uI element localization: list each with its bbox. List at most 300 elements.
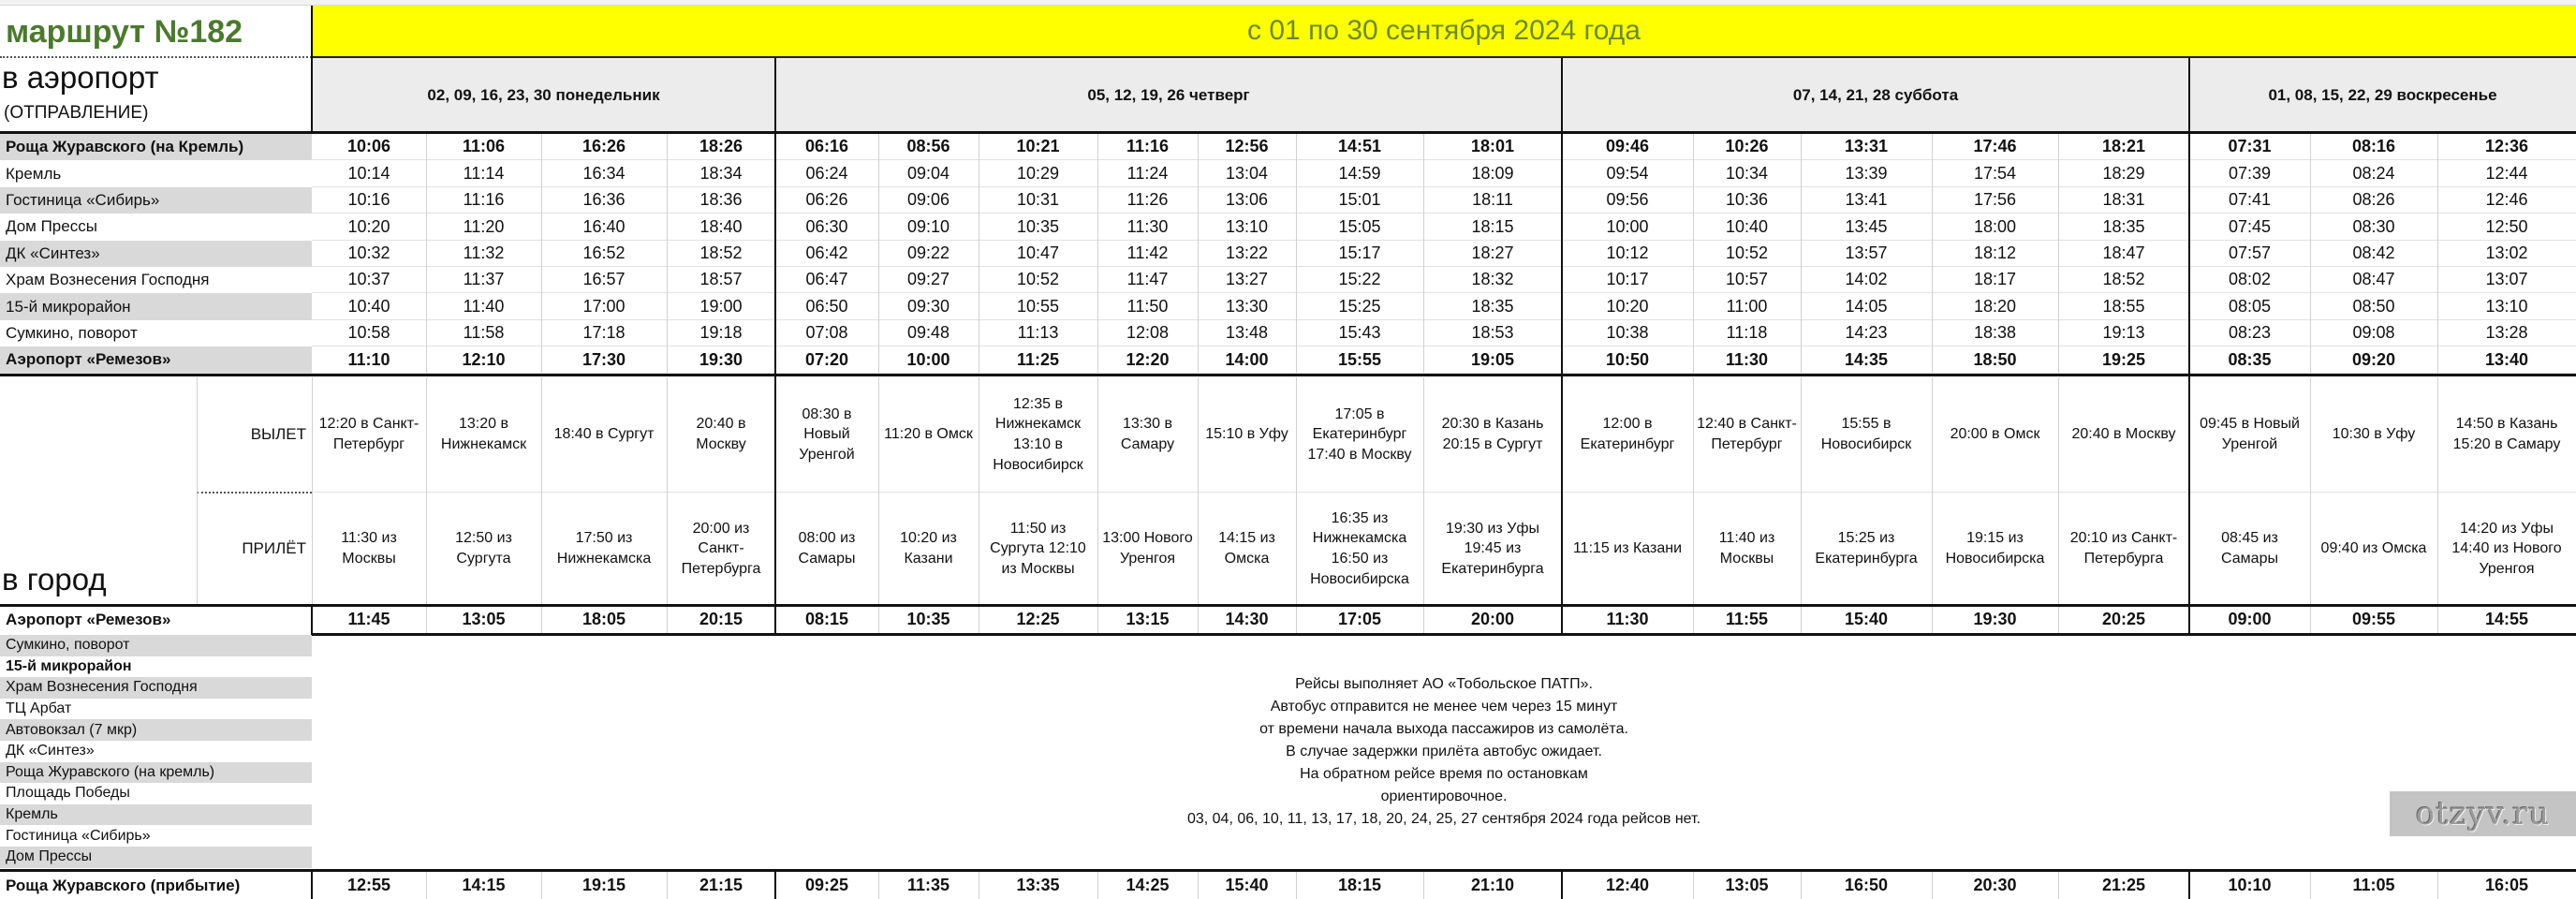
flight-arrival: 11:15 из Казани xyxy=(1572,540,1683,557)
arrival-bus-time: 15:40 xyxy=(1844,610,1889,629)
departure-time: 14:35 xyxy=(1844,349,1889,369)
departure-time: 15:05 xyxy=(1338,216,1381,236)
column-divider xyxy=(1296,377,1297,604)
flight-departure: 12:00 в Екатеринбург xyxy=(1580,416,1675,452)
departure-time: 08:47 xyxy=(2352,270,2395,289)
column-divider xyxy=(1932,872,1933,899)
column-divider xyxy=(2310,872,2311,899)
flight-row-divider xyxy=(312,492,2576,493)
departure-time: 16:34 xyxy=(582,163,626,183)
stop-name: ДК «Синтез» xyxy=(6,743,95,759)
stop-name: Кремль xyxy=(6,164,62,183)
flight-departure: 20:40 в Москву xyxy=(2071,426,2176,443)
column-divider xyxy=(1296,134,1297,373)
departure-time: 07:20 xyxy=(804,349,849,369)
column-divider xyxy=(541,377,542,604)
departure-time: 12:10 xyxy=(462,349,506,369)
outbound-heading: в аэропорт xyxy=(2,60,159,95)
column-divider xyxy=(667,134,668,373)
column-divider xyxy=(541,607,542,633)
column-divider xyxy=(878,377,879,604)
group-divider xyxy=(1561,872,1563,899)
departure-time: 13:45 xyxy=(1845,216,1888,236)
arrival-city-time: 09:25 xyxy=(804,875,849,894)
departure-time: 18:40 xyxy=(699,216,743,236)
departure-time: 18:27 xyxy=(1471,243,1514,262)
departure-time: 06:50 xyxy=(805,296,848,316)
arrival-bus-time: 12:25 xyxy=(1016,610,1060,629)
arrival-bus-time: 20:00 xyxy=(1470,610,1515,629)
arrival-city-time: 14:25 xyxy=(1126,875,1170,894)
departure-time: 18:15 xyxy=(1471,216,1514,236)
section-divider xyxy=(0,869,2576,872)
departure-time: 10:16 xyxy=(347,190,390,210)
group-divider xyxy=(311,872,313,899)
stop-name: Роща Журавского (на Кремль) xyxy=(0,134,312,160)
departure-time: 09:46 xyxy=(1605,137,1650,156)
departure-time: 09:20 xyxy=(2351,349,2396,369)
departure-time: 12:46 xyxy=(2485,190,2528,210)
note-line: В случае задержки прилёта автобус ожидает. xyxy=(1286,744,1602,759)
column-divider xyxy=(1097,872,1098,899)
section-divider xyxy=(0,374,2576,376)
column-divider xyxy=(1423,377,1424,604)
flight-departure: 15:10 в Уфу xyxy=(1205,426,1288,443)
departure-time: 18:36 xyxy=(699,190,743,210)
departure-time: 09:30 xyxy=(906,296,950,316)
departure-time: 11:16 xyxy=(463,190,505,210)
departure-time: 13:40 xyxy=(2484,349,2529,369)
flight-arrival: 10:20 из Казани xyxy=(900,530,957,567)
departure-time: 18:52 xyxy=(699,243,743,262)
departure-time: 10:35 xyxy=(1016,216,1060,236)
stop-name: Роща Журавского (на кремль) xyxy=(0,762,312,784)
departure-time: 10:58 xyxy=(347,323,390,343)
departure-time: 10:17 xyxy=(1606,270,1649,289)
flight-arrival: 16:35 из Нижнекамска 16:50 из Новосибирска xyxy=(1310,509,1409,587)
column-divider xyxy=(541,872,542,899)
column-divider xyxy=(1423,134,1424,373)
column-divider xyxy=(2437,607,2438,633)
group-divider xyxy=(2188,58,2190,633)
column-divider xyxy=(1801,377,1802,604)
departure-time: 13:07 xyxy=(2485,270,2528,289)
departure-time: 13:39 xyxy=(1845,163,1888,183)
departure-time: 08:05 xyxy=(2228,296,2272,316)
column-divider xyxy=(1801,607,1802,633)
arrival-bus-time: 13:05 xyxy=(462,610,506,629)
departure-time: 18:09 xyxy=(1471,163,1514,183)
flight-arrival: 08:00 из Самары xyxy=(798,530,856,567)
departure-time: 14:59 xyxy=(1338,163,1381,183)
departure-time: 11:30 xyxy=(1126,216,1169,236)
departure-time: 18:52 xyxy=(2102,270,2145,289)
departure-time: 06:26 xyxy=(805,190,848,210)
column-divider xyxy=(878,872,879,899)
departure-time: 06:42 xyxy=(805,243,848,262)
section-divider xyxy=(312,633,2576,636)
departure-time: 13:27 xyxy=(1225,270,1269,289)
departure-time: 18:17 xyxy=(1973,270,2017,289)
arrival-bus-time: 13:15 xyxy=(1126,610,1170,629)
flight-arrival: 11:40 из Москвы xyxy=(1718,530,1775,567)
departure-time: 18:57 xyxy=(699,270,743,289)
departure-time: 10:29 xyxy=(1016,163,1060,183)
departure-time: 17:00 xyxy=(582,296,626,316)
flight-departure: 12:40 в Санкт-Петербург xyxy=(1697,416,1797,452)
departure-time: 10:52 xyxy=(1016,270,1060,289)
departure-time: 10:55 xyxy=(1016,296,1060,316)
flight-departure: 17:05 в Екатеринбург 17:40 в Москву xyxy=(1307,405,1412,463)
departure-time: 10:52 xyxy=(1725,243,1769,262)
column-divider xyxy=(1097,134,1098,373)
departure-time: 10:20 xyxy=(347,216,390,236)
departure-time: 15:43 xyxy=(1338,323,1381,343)
departure-time: 08:42 xyxy=(2352,243,2395,262)
departure-time: 17:46 xyxy=(1973,137,2017,156)
column-divider xyxy=(878,134,879,373)
departure-time: 10:06 xyxy=(346,137,391,156)
departure-time: 12:08 xyxy=(1126,323,1170,343)
note-line: 03, 04, 06, 10, 11, 13, 17, 18, 20, 24, 25, 27 сентября 2024 года рейсов нет. xyxy=(1186,811,1701,827)
flight-arrival: 17:50 из Нижнекамска xyxy=(556,530,652,567)
departure-time: 15:17 xyxy=(1338,243,1381,262)
route-title: маршрут №182 xyxy=(6,13,243,50)
flight-departure: 10:30 в Уфу xyxy=(2332,426,2416,443)
stop-name: Аэропорт «Ремезов» xyxy=(0,346,312,373)
column-divider xyxy=(426,872,427,899)
flight-departure: 13:30 в Самару xyxy=(1120,416,1175,452)
flight-departure: 11:20 в Омск xyxy=(884,426,973,443)
departure-time: 10:38 xyxy=(1606,323,1649,343)
stop-name: Храм Вознесения Господня xyxy=(0,677,312,699)
departure-time: 18:31 xyxy=(2102,190,2145,210)
arrival-city-time: 12:55 xyxy=(346,875,391,894)
departure-time: 13:31 xyxy=(1844,137,1889,156)
departure-time: 10:57 xyxy=(1725,270,1769,289)
flight-label-divider xyxy=(197,492,312,494)
flight-arrival: 13:00 Нового Уренгоя xyxy=(1102,530,1193,567)
flight-arrival: 19:15 из Новосибирска xyxy=(1945,530,2045,567)
stop-name: Кремль xyxy=(0,804,312,826)
arrival-city-time: 11:05 xyxy=(2352,875,2395,894)
departure-time: 09:08 xyxy=(2352,323,2395,343)
departure-time: 08:02 xyxy=(2228,270,2272,289)
column-divider xyxy=(426,377,427,604)
flight-departure: 09:45 в Новый Уренгой xyxy=(2200,416,2300,452)
departure-time: 11:32 xyxy=(463,243,505,262)
departure-time: 15:55 xyxy=(1337,349,1382,369)
arrival-bus-time: 18:05 xyxy=(581,610,626,629)
departure-time: 11:24 xyxy=(1126,163,1169,183)
note-line: На обратном рейсе время по остановкам xyxy=(1300,766,1588,782)
departure-time: 13:06 xyxy=(1225,190,1269,210)
flight-arrival: 19:30 из Уфы 19:45 из Екатеринбурга xyxy=(1441,520,1544,577)
departure-time: 08:16 xyxy=(2351,137,2396,156)
departure-time: 10:37 xyxy=(347,270,390,289)
departure-time: 18:29 xyxy=(2102,163,2145,183)
inbound-heading: в город xyxy=(2,562,107,597)
departure-time: 11:00 xyxy=(1726,296,1768,316)
arrival-bus-time: 10:35 xyxy=(906,610,950,629)
departure-time: 07:45 xyxy=(2228,216,2272,236)
departure-time: 18:47 xyxy=(2102,243,2145,262)
departure-time: 13:28 xyxy=(2485,323,2528,343)
departure-time: 19:13 xyxy=(2102,323,2145,343)
departure-time: 18:35 xyxy=(1471,296,1514,316)
stop-name: Дом Прессы xyxy=(6,217,97,236)
departure-time: 14:51 xyxy=(1337,137,1382,156)
flight-arrival: 20:10 из Санкт-Петербурга xyxy=(2069,530,2178,567)
stop-name: 15-й микрорайон xyxy=(0,293,312,319)
departure-time: 13:22 xyxy=(1225,243,1269,262)
column-divider xyxy=(667,377,668,604)
arrival-bus-time: 11:45 xyxy=(347,610,390,629)
column-divider xyxy=(2058,134,2059,373)
stop-name: 15-й микрорайон xyxy=(6,657,132,674)
departure-time: 11:26 xyxy=(1126,190,1169,210)
column-divider xyxy=(2310,377,2311,604)
departure-time: 19:05 xyxy=(1470,349,1515,369)
departure-time: 10:36 xyxy=(1725,190,1769,210)
stop-name: Площадь Победы xyxy=(6,785,130,802)
column-divider xyxy=(1097,377,1098,604)
departure-time: 11:50 xyxy=(1126,296,1169,316)
flight-arrival: 11:30 из Москвы xyxy=(341,530,397,567)
departure-time: 19:00 xyxy=(699,296,743,316)
flight-departure: 20:30 в Казань 20:15 в Сургут xyxy=(1441,416,1544,452)
column-divider xyxy=(667,872,668,899)
day-group-header: 07, 14, 21, 28 суббота xyxy=(1562,58,2189,133)
period-banner-text: с 01 по 30 сентября 2024 года xyxy=(1247,15,1641,46)
arrival-city-time: 15:40 xyxy=(1225,875,1269,894)
departure-time: 08:35 xyxy=(2228,349,2272,369)
departure-time: 10:00 xyxy=(906,349,950,369)
departure-time: 11:06 xyxy=(462,137,506,156)
stop-name: Дом Прессы xyxy=(0,847,312,868)
flight-departure: 14:50 в Казань 15:20 в Самару xyxy=(2452,416,2561,452)
arrival-city-time: 10:10 xyxy=(2228,875,2272,894)
departure-time: 08:26 xyxy=(2352,190,2395,210)
departure-time: 13:02 xyxy=(2485,243,2528,262)
departure-time: 19:30 xyxy=(699,349,743,369)
group-divider xyxy=(311,6,313,134)
arrival-bus-time: 08:15 xyxy=(804,610,849,629)
flight-departure: 15:55 в Новосибирск xyxy=(1820,416,1912,452)
departure-time: 18:26 xyxy=(699,137,743,156)
column-divider xyxy=(1423,872,1424,899)
group-divider xyxy=(774,58,776,633)
group-divider xyxy=(1561,58,1563,633)
flight-arrival: 14:20 из Уфы 14:40 из Нового Уренгоя xyxy=(2451,520,2562,577)
departure-time: 11:14 xyxy=(463,163,505,183)
departure-time: 17:54 xyxy=(1973,163,2017,183)
departure-time: 12:56 xyxy=(1225,137,1269,156)
departure-time: 16:57 xyxy=(582,270,626,289)
departure-time: 11:42 xyxy=(1126,243,1169,262)
departure-time: 10:34 xyxy=(1725,163,1769,183)
stop-name: Сумкино, поворот xyxy=(6,323,138,342)
departure-time: 11:40 xyxy=(463,296,505,316)
departure-time: 09:48 xyxy=(906,323,950,343)
flight-departure: 08:30 в Новый Уренгой xyxy=(799,405,855,463)
note-line: Рейсы выполняет АО «Тобольское ПАТП». xyxy=(1295,676,1593,692)
departure-time: 14:23 xyxy=(1845,323,1888,343)
column-divider xyxy=(541,134,542,373)
departure-time: 13:41 xyxy=(1845,190,1888,210)
stop-name: Аэропорт «Ремезов» xyxy=(6,611,171,628)
flight-label-vline xyxy=(197,377,198,606)
departure-time: 10:21 xyxy=(1016,137,1060,156)
departure-time: 11:20 xyxy=(463,216,505,236)
departure-time: 18:11 xyxy=(1472,190,1513,210)
departure-time: 16:40 xyxy=(582,216,626,236)
flight-departure: 12:35 в Нижнекамск 13:10 в Новосибирск xyxy=(993,395,1083,473)
note-line: от времени начала выхода пассажиров из самолёта. xyxy=(1259,721,1628,737)
arrival-bus-time: 17:05 xyxy=(1337,610,1382,629)
departure-time: 11:13 xyxy=(1017,323,1059,343)
departure-time: 13:57 xyxy=(1845,243,1888,262)
departure-time: 14:00 xyxy=(1225,349,1269,369)
departure-time: 19:25 xyxy=(2101,349,2146,369)
departure-time: 18:35 xyxy=(2102,216,2145,236)
arrival-city-time: 21:15 xyxy=(699,875,743,894)
stop-name: Роща Журавского (прибытие) xyxy=(6,876,241,894)
departure-time: 09:56 xyxy=(1606,190,1649,210)
arrival-city-time: 19:15 xyxy=(581,875,626,894)
arrival-city-time: 11:35 xyxy=(906,875,950,894)
departure-time: 11:47 xyxy=(1126,270,1169,289)
group-divider xyxy=(311,607,313,635)
column-divider xyxy=(1801,134,1802,373)
departure-time: 09:22 xyxy=(906,243,950,262)
departure-time: 14:02 xyxy=(1845,270,1888,289)
departure-time: 15:01 xyxy=(1338,190,1381,210)
arrival-city-time: 21:10 xyxy=(1470,875,1515,894)
departure-time: 11:18 xyxy=(1726,323,1768,343)
arrival-bus-time: 19:30 xyxy=(1973,610,2017,629)
arrival-bus-time: 20:15 xyxy=(699,610,743,629)
section-divider xyxy=(0,604,2576,607)
flight-departure: 20:00 в Омск xyxy=(1950,426,2040,443)
departure-time: 11:30 xyxy=(1725,349,1769,369)
stop-name: Гостиница «Сибирь» xyxy=(0,187,312,214)
stop-name: ДК «Синтез» xyxy=(0,241,312,267)
departure-time: 10:40 xyxy=(347,296,390,316)
departure-time: 12:36 xyxy=(2484,137,2529,156)
arrival-city-time: 18:15 xyxy=(1337,875,1382,894)
column-divider xyxy=(1693,607,1694,633)
departure-time: 08:56 xyxy=(906,137,950,156)
arrival-bus-time: 14:55 xyxy=(2484,610,2529,629)
arrival-bus-time: 09:55 xyxy=(2351,610,2396,629)
arrival-city-time: 14:15 xyxy=(462,875,506,894)
departure-time: 18:55 xyxy=(2102,296,2145,316)
flight-arrival: 14:15 из Омска xyxy=(1218,530,1275,567)
flight-departure: 12:20 в Санкт-Петербург xyxy=(318,416,420,452)
departure-time: 11:16 xyxy=(1126,137,1170,156)
column-divider xyxy=(1693,377,1694,604)
column-divider xyxy=(426,607,427,633)
day-group-header: 05, 12, 19, 26 четверг xyxy=(775,58,1562,133)
departure-time: 10:14 xyxy=(347,163,390,183)
day-group-header: 02, 09, 16, 23, 30 понедельник xyxy=(312,58,775,133)
column-divider xyxy=(2437,377,2438,604)
arrival-bus-time: 11:30 xyxy=(1606,610,1649,629)
departure-time: 07:41 xyxy=(2228,190,2272,210)
departure-time: 06:24 xyxy=(805,163,848,183)
column-divider xyxy=(2058,872,2059,899)
departure-time: 10:50 xyxy=(1605,349,1650,369)
departure-time: 10:00 xyxy=(1606,216,1649,236)
note-line: ориентировочное. xyxy=(1380,788,1508,804)
column-divider xyxy=(1693,872,1694,899)
departure-time: 13:30 xyxy=(1225,296,1269,316)
note-line: Автобус отправится не менее чем через 15 минут xyxy=(1270,699,1618,715)
departure-time: 18:20 xyxy=(1973,296,2017,316)
departure-time: 10:12 xyxy=(1606,243,1649,262)
departure-time: 11:58 xyxy=(463,323,505,343)
column-divider xyxy=(1693,134,1694,373)
departure-time: 07:31 xyxy=(2228,137,2272,156)
departure-time: 07:39 xyxy=(2228,163,2272,183)
day-group-header: 01, 08, 15, 22, 29 воскресенье xyxy=(2189,58,2576,133)
departure-time: 08:24 xyxy=(2352,163,2395,183)
departure-time: 08:23 xyxy=(2228,323,2272,343)
departure-time: 18:01 xyxy=(1470,137,1515,156)
column-divider xyxy=(1097,607,1098,633)
departure-time: 10:26 xyxy=(1725,137,1769,156)
departure-time: 09:54 xyxy=(1606,163,1649,183)
column-divider xyxy=(1198,872,1199,899)
flight-arrival: 15:25 из Екатеринбурга xyxy=(1815,530,1918,567)
flight-arrival: 20:00 из Санкт-Петербурга xyxy=(681,520,761,577)
departure-time: 13:04 xyxy=(1225,163,1269,183)
column-divider xyxy=(426,134,427,373)
departure-time: 12:20 xyxy=(1126,349,1170,369)
departure-time: 10:32 xyxy=(347,243,390,262)
departure-time: 11:37 xyxy=(463,270,505,289)
stop-name: Сумкино, поворот xyxy=(0,635,312,656)
stop-name: ТЦ Арбат xyxy=(6,700,72,717)
departure-time: 13:48 xyxy=(1225,323,1269,343)
stop-name: Гостиница «Сибирь» xyxy=(6,827,151,844)
departure-time: 09:27 xyxy=(906,270,950,289)
departure-time: 12:50 xyxy=(2485,216,2528,236)
column-divider xyxy=(1198,134,1199,373)
column-divider xyxy=(2058,607,2059,633)
departure-time: 09:06 xyxy=(906,190,950,210)
column-divider xyxy=(1296,607,1297,633)
arrival-bus-time: 20:25 xyxy=(2101,610,2146,629)
flight-departure: 18:40 в Сургут xyxy=(553,426,655,443)
departure-time: 08:50 xyxy=(2352,296,2395,316)
arrival-city-time: 20:30 xyxy=(1973,875,2017,894)
departure-time: 18:53 xyxy=(1471,323,1514,343)
column-divider xyxy=(1932,607,1933,633)
section-divider xyxy=(0,131,2576,134)
watermark: otzyv.ru xyxy=(2390,791,2576,836)
departure-time: 17:18 xyxy=(582,323,626,343)
outbound-subheading: (ОТПРАВЛЕНИЕ) xyxy=(4,103,149,123)
arrival-city-time: 16:50 xyxy=(1844,875,1889,894)
arrival-bus-time: 11:55 xyxy=(1725,610,1769,629)
departure-time: 09:10 xyxy=(906,216,950,236)
arrival-bus-time: 14:30 xyxy=(1225,610,1269,629)
departure-time: 18:34 xyxy=(699,163,743,183)
arrival-city-time: 16:05 xyxy=(2484,875,2529,894)
departure-time: 18:38 xyxy=(1973,323,2017,343)
